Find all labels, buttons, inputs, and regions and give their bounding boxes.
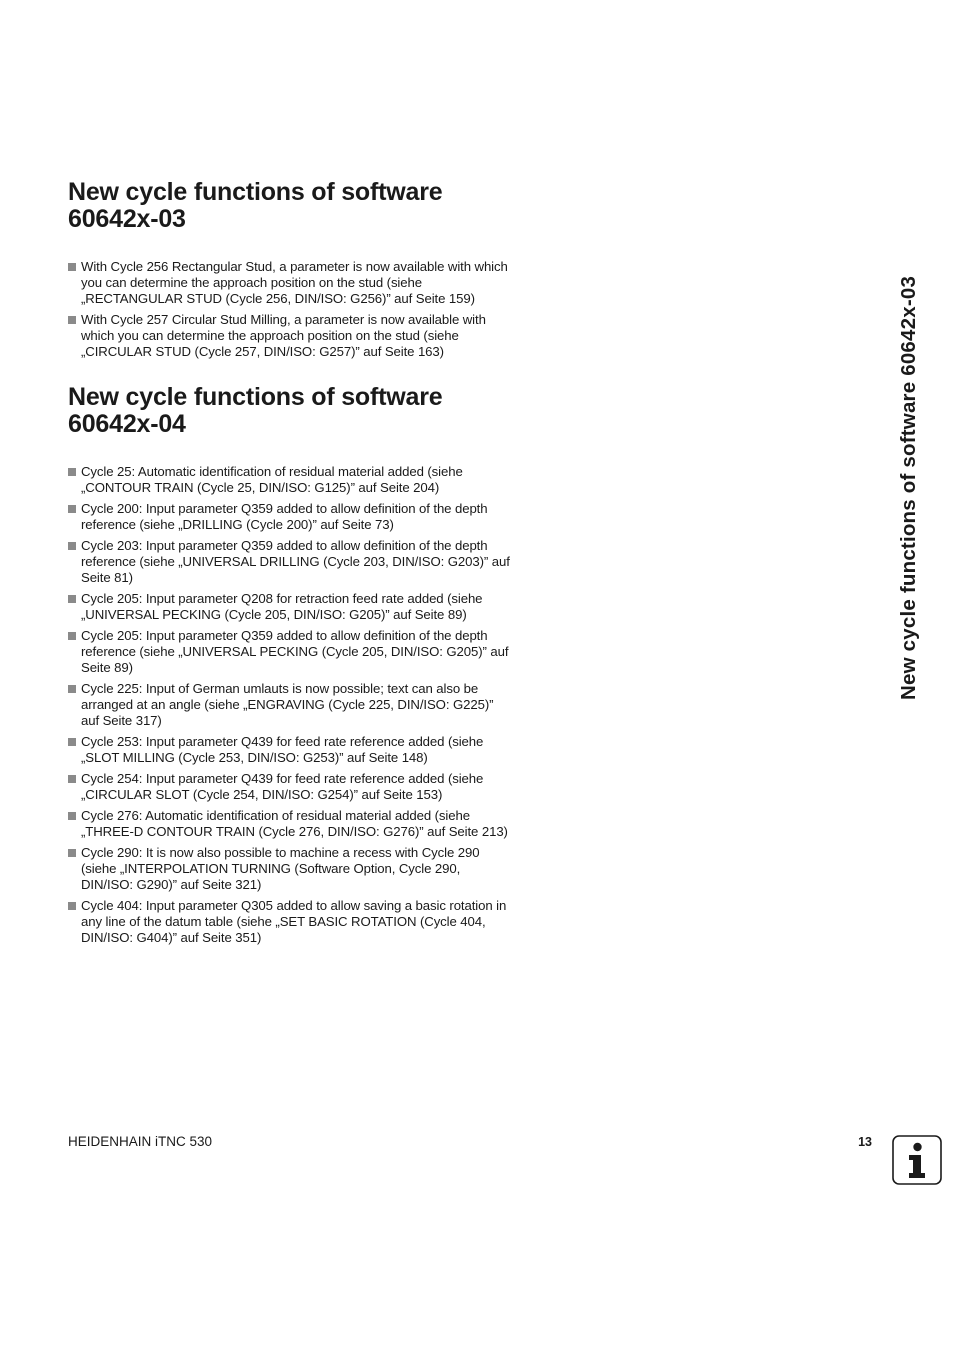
list-item-text: Cycle 205: Input parameter Q208 for retraction feed rate added (siehe „UNIVERSAL PECKING (Cycle 205, DIN/ISO: G205)” auf Seite 89) xyxy=(81,591,483,622)
list-item-text: With Cycle 257 Circular Stud Milling, a parameter is now available with which you can determine the approach position on the stud (siehe „CIRCULAR STUD (Cycle 257, DIN/ISO: G257)” auf Seite 163) xyxy=(81,312,486,359)
square-bullet-icon xyxy=(68,685,76,693)
list-item xyxy=(68,898,513,946)
list-item-text: Cycle 276: Automatic identification of residual material added (siehe „THREE-D CONTOUR TRAIN (Cycle 276, DIN/ISO: G276)” auf Seite 213) xyxy=(81,808,508,839)
list-item-text: With Cycle 256 Rectangular Stud, a parameter is now available with which you can determine the approach position on the stud (siehe „RECTANGULAR STUD (Cycle 256, DIN/ISO: G256)” auf Seite 159) xyxy=(81,259,508,306)
list-item xyxy=(68,734,513,766)
feature-list-60642x-03 xyxy=(68,259,513,365)
list-item xyxy=(68,538,513,586)
list-item-text: Cycle 253: Input parameter Q439 for feed rate reference added (siehe „SLOT MILLING (Cycle 253, DIN/ISO: G253)” auf Seite 148) xyxy=(81,734,484,765)
footer-product-name: HEIDENHAIN iTNC 530 xyxy=(68,1134,213,1149)
list-item xyxy=(68,681,513,729)
square-bullet-icon xyxy=(68,775,76,783)
list-item-text: Cycle 25: Automatic identification of residual material added (siehe „CONTOUR TRAIN (Cycle 25, DIN/ISO: G125)” auf Seite 204) xyxy=(81,464,463,495)
list-item xyxy=(68,259,513,307)
square-bullet-icon xyxy=(68,632,76,640)
square-bullet-icon xyxy=(68,595,76,603)
page-number: 13 xyxy=(858,1135,872,1149)
list-item-text: Cycle 404: Input parameter Q305 added to allow saving a basic rotation in any line of the datum table (siehe „SET BASIC ROTATION (Cycle 404, DIN/ISO: G404)” auf Seite 351) xyxy=(81,898,507,945)
list-item xyxy=(68,501,513,533)
square-bullet-icon xyxy=(68,542,76,550)
square-bullet-icon xyxy=(68,812,76,820)
list-item xyxy=(68,808,513,840)
list-item-text: Cycle 225: Input of German umlauts is now possible; text can also be arranged at an angle (siehe „ENGRAVING (Cycle 225, DIN/ISO: G225)” auf Seite 317) xyxy=(81,681,494,728)
square-bullet-icon xyxy=(68,263,76,271)
side-running-title: New cycle functions of software 60642x-03 xyxy=(897,275,920,700)
list-item xyxy=(68,771,513,803)
list-item-text: Cycle 254: Input parameter Q439 for feed rate reference added (siehe „CIRCULAR SLOT (Cycle 254, DIN/ISO: G254)” auf Seite 153) xyxy=(81,771,484,802)
square-bullet-icon xyxy=(68,902,76,910)
list-item-text: Cycle 290: It is now also possible to machine a recess with Cycle 290 (siehe „INTERPOLATION TURNING (Software Option, Cycle 290, DIN/ISO: G290)” auf Seite 321) xyxy=(81,845,480,892)
list-item-text: Cycle 200: Input parameter Q359 added to allow definition of the depth reference (siehe „DRILLING (Cycle 200)” auf Seite 73) xyxy=(81,501,488,532)
square-bullet-icon xyxy=(68,468,76,476)
section-title-60642x-03: New cycle functions of software 60642x-03 xyxy=(68,178,443,233)
list-item xyxy=(68,312,513,360)
square-bullet-icon xyxy=(68,738,76,746)
feature-list-60642x-04 xyxy=(68,464,513,951)
list-item xyxy=(68,591,513,623)
square-bullet-icon xyxy=(68,849,76,857)
square-bullet-icon xyxy=(68,505,76,513)
list-item xyxy=(68,628,513,676)
list-item xyxy=(68,845,513,893)
list-item-text: Cycle 203: Input parameter Q359 added to allow definition of the depth reference (siehe „UNIVERSAL DRILLING (Cycle 203, DIN/ISO: G203)” auf Seite 81) xyxy=(81,538,510,585)
section-title-60642x-04: New cycle functions of software 60642x-04 xyxy=(68,383,443,438)
info-icon xyxy=(892,1135,942,1185)
list-item-text: Cycle 205: Input parameter Q359 added to allow definition of the depth reference (siehe „UNIVERSAL PECKING (Cycle 205, DIN/ISO: G205)” auf Seite 89) xyxy=(81,628,509,675)
square-bullet-icon xyxy=(68,316,76,324)
list-item xyxy=(68,464,513,496)
